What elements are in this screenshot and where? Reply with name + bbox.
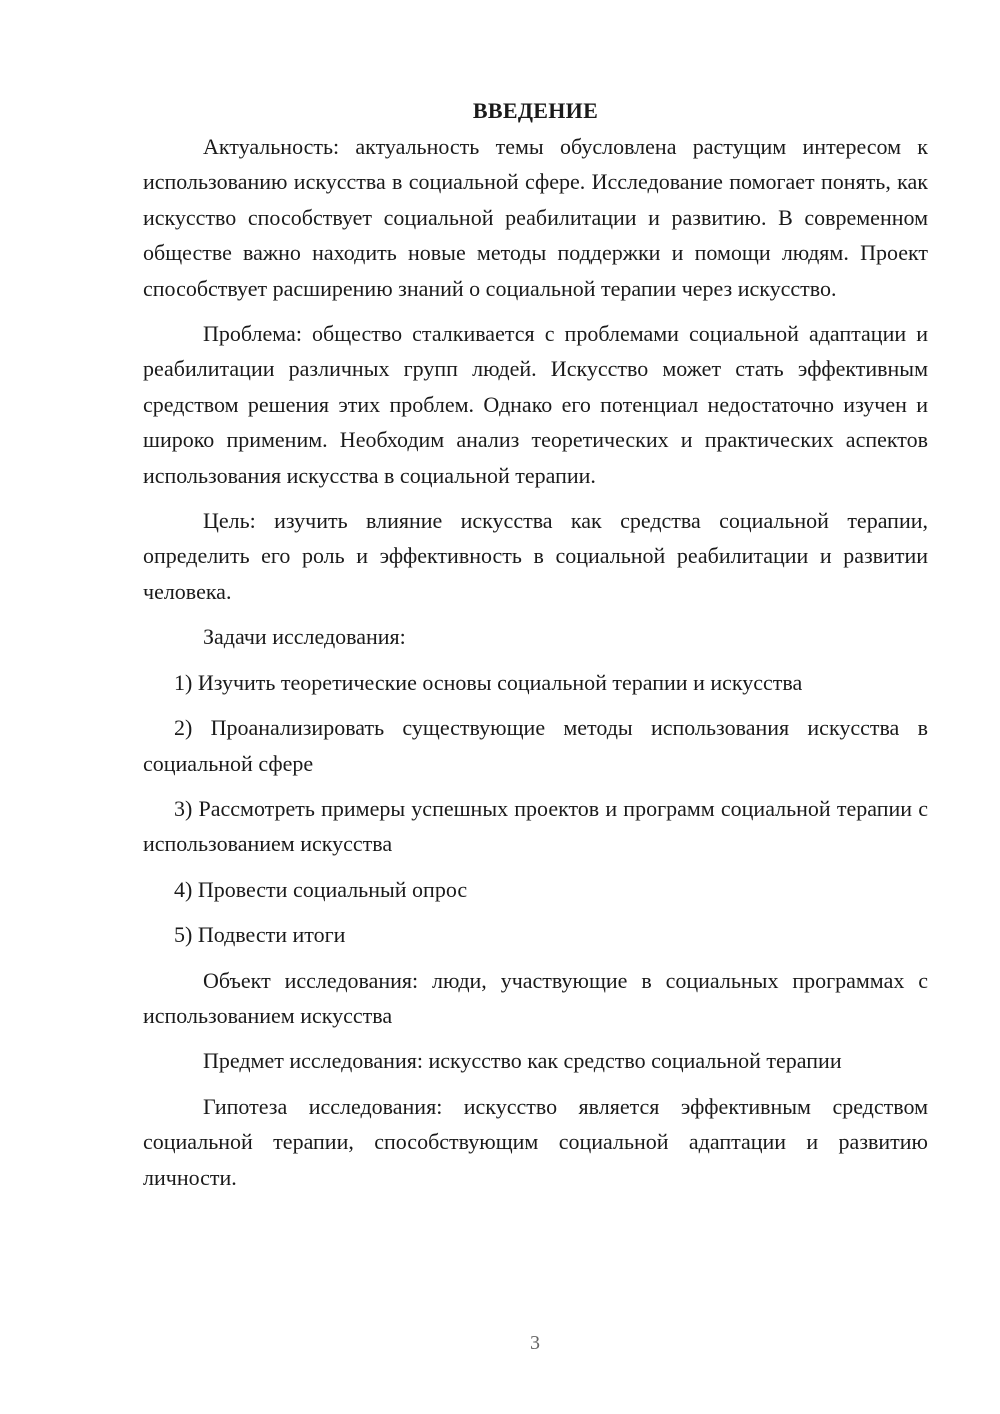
paragraph-hypothesis: Гипотеза исследования: искусство является эффективным средством социальной терапии, способствующим социальной адаптации и развитию личности.	[143, 1093, 928, 1190]
page-number: 3	[530, 1332, 540, 1354]
section-title: ВВЕДЕНИЕ	[472, 98, 599, 123]
paragraph-relevance: Актуальность: актуальность темы обусловлена растущим интересом к использованию искусства в социальной сфере. Исследование помогает понять, как искусство способствует социальной реабилитации и развитию. В современном обществе важно находить новые методы поддержки и помощи людям. Проект способствует расширению знаний о социальной терапии через искусство.	[143, 134, 928, 301]
paragraph-subject: Предмет исследования: искусство как средство социальной терапии	[203, 1048, 842, 1074]
paragraph-tasks-heading: Задачи исследования:	[203, 624, 406, 650]
document-page	[143, 93, 928, 1205]
task-item-1: 1) Изучить теоретические основы социальной терапии и искусства	[174, 669, 803, 695]
task-item-3: 3) Рассмотреть примеры успешных проектов и программ социальной терапии с использованием искусства	[143, 795, 928, 857]
paragraph-object: Объект исследования: люди, участвующие в социальных программах с использованием искусства	[143, 967, 928, 1028]
paragraph-problem: Проблема: общество сталкивается с проблемами социальной адаптации и реабилитации различных групп людей. Искусство может стать эффективным средством решения этих проблем. Однако его потенциал недостаточно изучен и широко применим. Необходим анализ теоретических и практических аспектов использования искусства в социальной терапии.	[143, 321, 928, 488]
task-item-4: 4) Провести социальный опрос	[174, 876, 468, 902]
paragraph-goal: Цель: изучить влияние искусства как средства социальной терапии, определить его роль и эффективность в социальной реабилитации и развитии человека.	[143, 508, 928, 604]
task-item-2: 2) Проанализировать существующие методы использования искусства в социальной сфере	[143, 715, 928, 776]
task-item-5: 5) Подвести итоги	[174, 922, 346, 948]
